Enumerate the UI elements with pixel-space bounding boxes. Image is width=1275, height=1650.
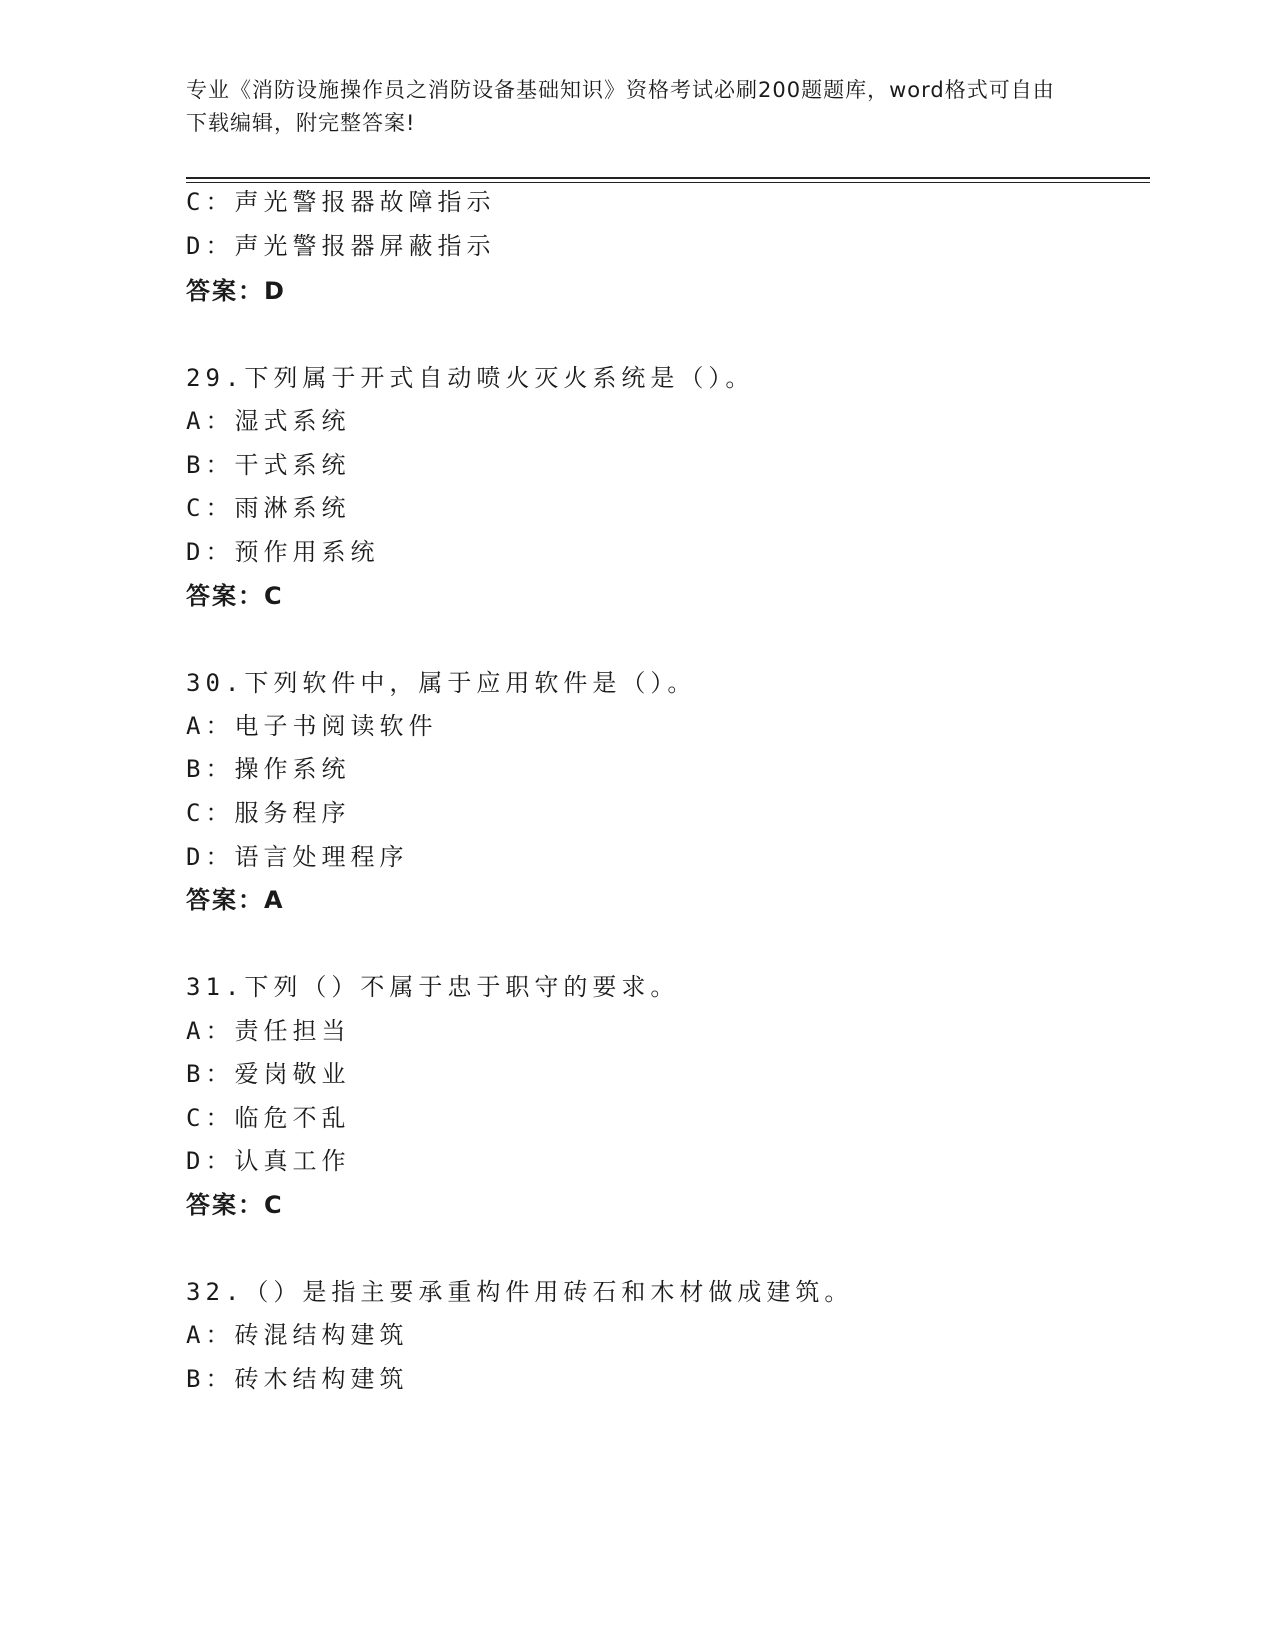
option-d: D：预作用系统 <box>186 538 380 566</box>
option-d: D：声光警报器屏蔽指示 <box>186 232 496 260</box>
question-stem: 30.下列软件中，属于应用软件是（）。 <box>186 669 697 697</box>
option-c: C：服务程序 <box>186 799 351 827</box>
option-d: D：认真工作 <box>186 1147 351 1175</box>
option-b: B：干式系统 <box>186 451 351 479</box>
option-a: A：湿式系统 <box>186 407 351 435</box>
option-c: C：声光警报器故障指示 <box>186 188 496 216</box>
option-a: A：砖混结构建筑 <box>186 1321 409 1349</box>
answer-line: 答案：C <box>186 582 284 610</box>
question-stem: 32.（）是指主要承重构件用砖石和木材做成建筑。 <box>186 1278 854 1306</box>
answer-line: 答案：A <box>186 886 285 914</box>
question-stem: 31.下列（）不属于忠于职守的要求。 <box>186 973 680 1001</box>
answer-line: 答案：D <box>186 277 286 305</box>
option-a: A：责任担当 <box>186 1017 351 1045</box>
option-b: B：爱岗敬业 <box>186 1060 351 1088</box>
option-c: C：临危不乱 <box>186 1104 351 1132</box>
option-c: C：雨淋系统 <box>186 494 351 522</box>
option-a: A：电子书阅读软件 <box>186 712 438 740</box>
header-divider <box>186 177 1150 183</box>
answer-line: 答案：C <box>186 1191 284 1219</box>
document-intro: 专业《消防设施操作员之消防设备基础知识》资格考试必刷200题题库，word格式可自由下载编辑，附完整答案! <box>186 78 1055 135</box>
option-d: D：语言处理程序 <box>186 843 409 871</box>
option-b: B：砖木结构建筑 <box>186 1365 409 1393</box>
option-b: B：操作系统 <box>186 755 351 783</box>
question-stem: 29.下列属于开式自动喷火灭火系统是（）。 <box>186 364 755 392</box>
